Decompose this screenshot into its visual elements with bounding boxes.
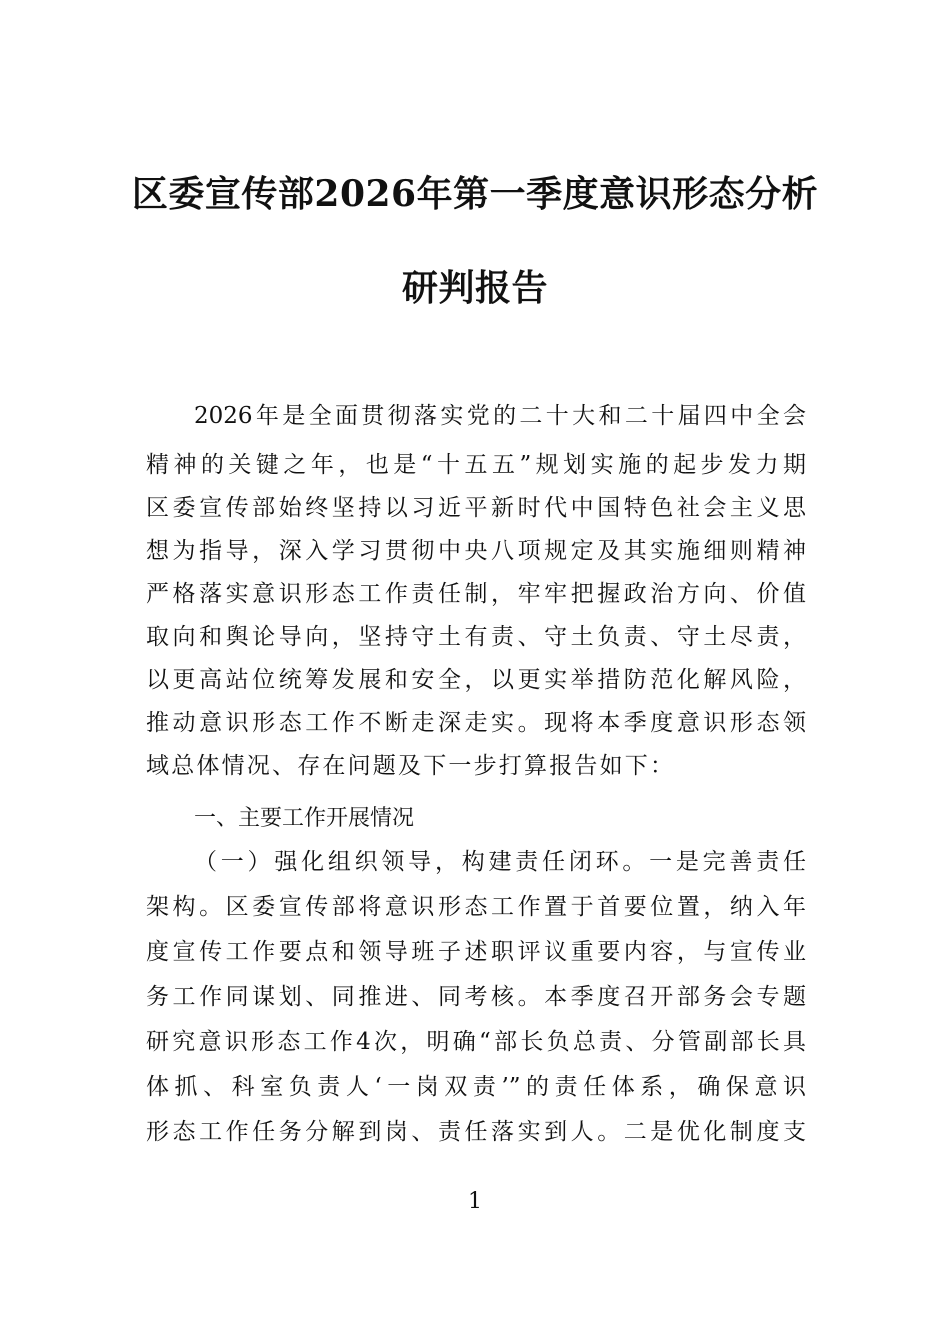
intro-paragraph-line: 区委宣传部始终坚持以习近平新时代中国特色社会主义思 (146, 495, 806, 521)
intro-paragraph-line: 想为指导，深入学习贯彻中央八项规定及其实施细则精神 (146, 538, 806, 564)
section-paragraph-line: 度宣传工作要点和领导班子述职评议重要内容，与宣传业 (146, 939, 806, 965)
intro-paragraph-line: 精神的关键之年，也是“十五五”规划实施的起步发力期 (146, 452, 806, 478)
intro-paragraph-line: 推动意识形态工作不断走深走实。现将本季度意识形态领 (146, 710, 806, 736)
intro-paragraph-line: 以更高站位统筹发展和安全，以更实举措防范化解风险， (146, 667, 806, 693)
page-number: 1 (468, 1189, 482, 1214)
document-title-line-2: 研判报告 (401, 267, 548, 309)
section-paragraph-line: 架构。区委宣传部将意识形态工作置于首要位置，纳入年 (146, 894, 806, 920)
section-paragraph-line: 务工作同谋划、同推进、同考核。本季度召开部务会专题 (146, 984, 806, 1010)
intro-paragraph-line: 2026年是全面贯彻落实党的二十大和二十届四中全会 (194, 403, 806, 429)
document-title-line-1: 区委宣传部2026年第一季度意识形态分析 (131, 173, 819, 215)
intro-paragraph-line: 域总体情况、存在问题及下一步打算报告如下： (146, 753, 676, 779)
intro-paragraph-line: 严格落实意识形态工作责任制，牢牢把握政治方向、价值 (146, 581, 806, 607)
section-paragraph-line: （一）强化组织领导，构建责任闭环。一是完善责任 (194, 849, 806, 875)
intro-paragraph-line: 取向和舆论导向，坚持守土有责、守土负责、守土尽责， (146, 624, 806, 650)
section-paragraph-line: 研究意识形态工作4次，明确“部长负总责、分管副部长具 (146, 1029, 806, 1055)
section-paragraph-line: 体抓、科室负责人‘一岗双责’”的责任体系，确保意识 (146, 1074, 806, 1100)
section-heading: 一、主要工作开展情况 (194, 806, 415, 831)
section-paragraph-line: 形态工作任务分解到岗、责任落实到人。二是优化制度支 (146, 1119, 806, 1145)
